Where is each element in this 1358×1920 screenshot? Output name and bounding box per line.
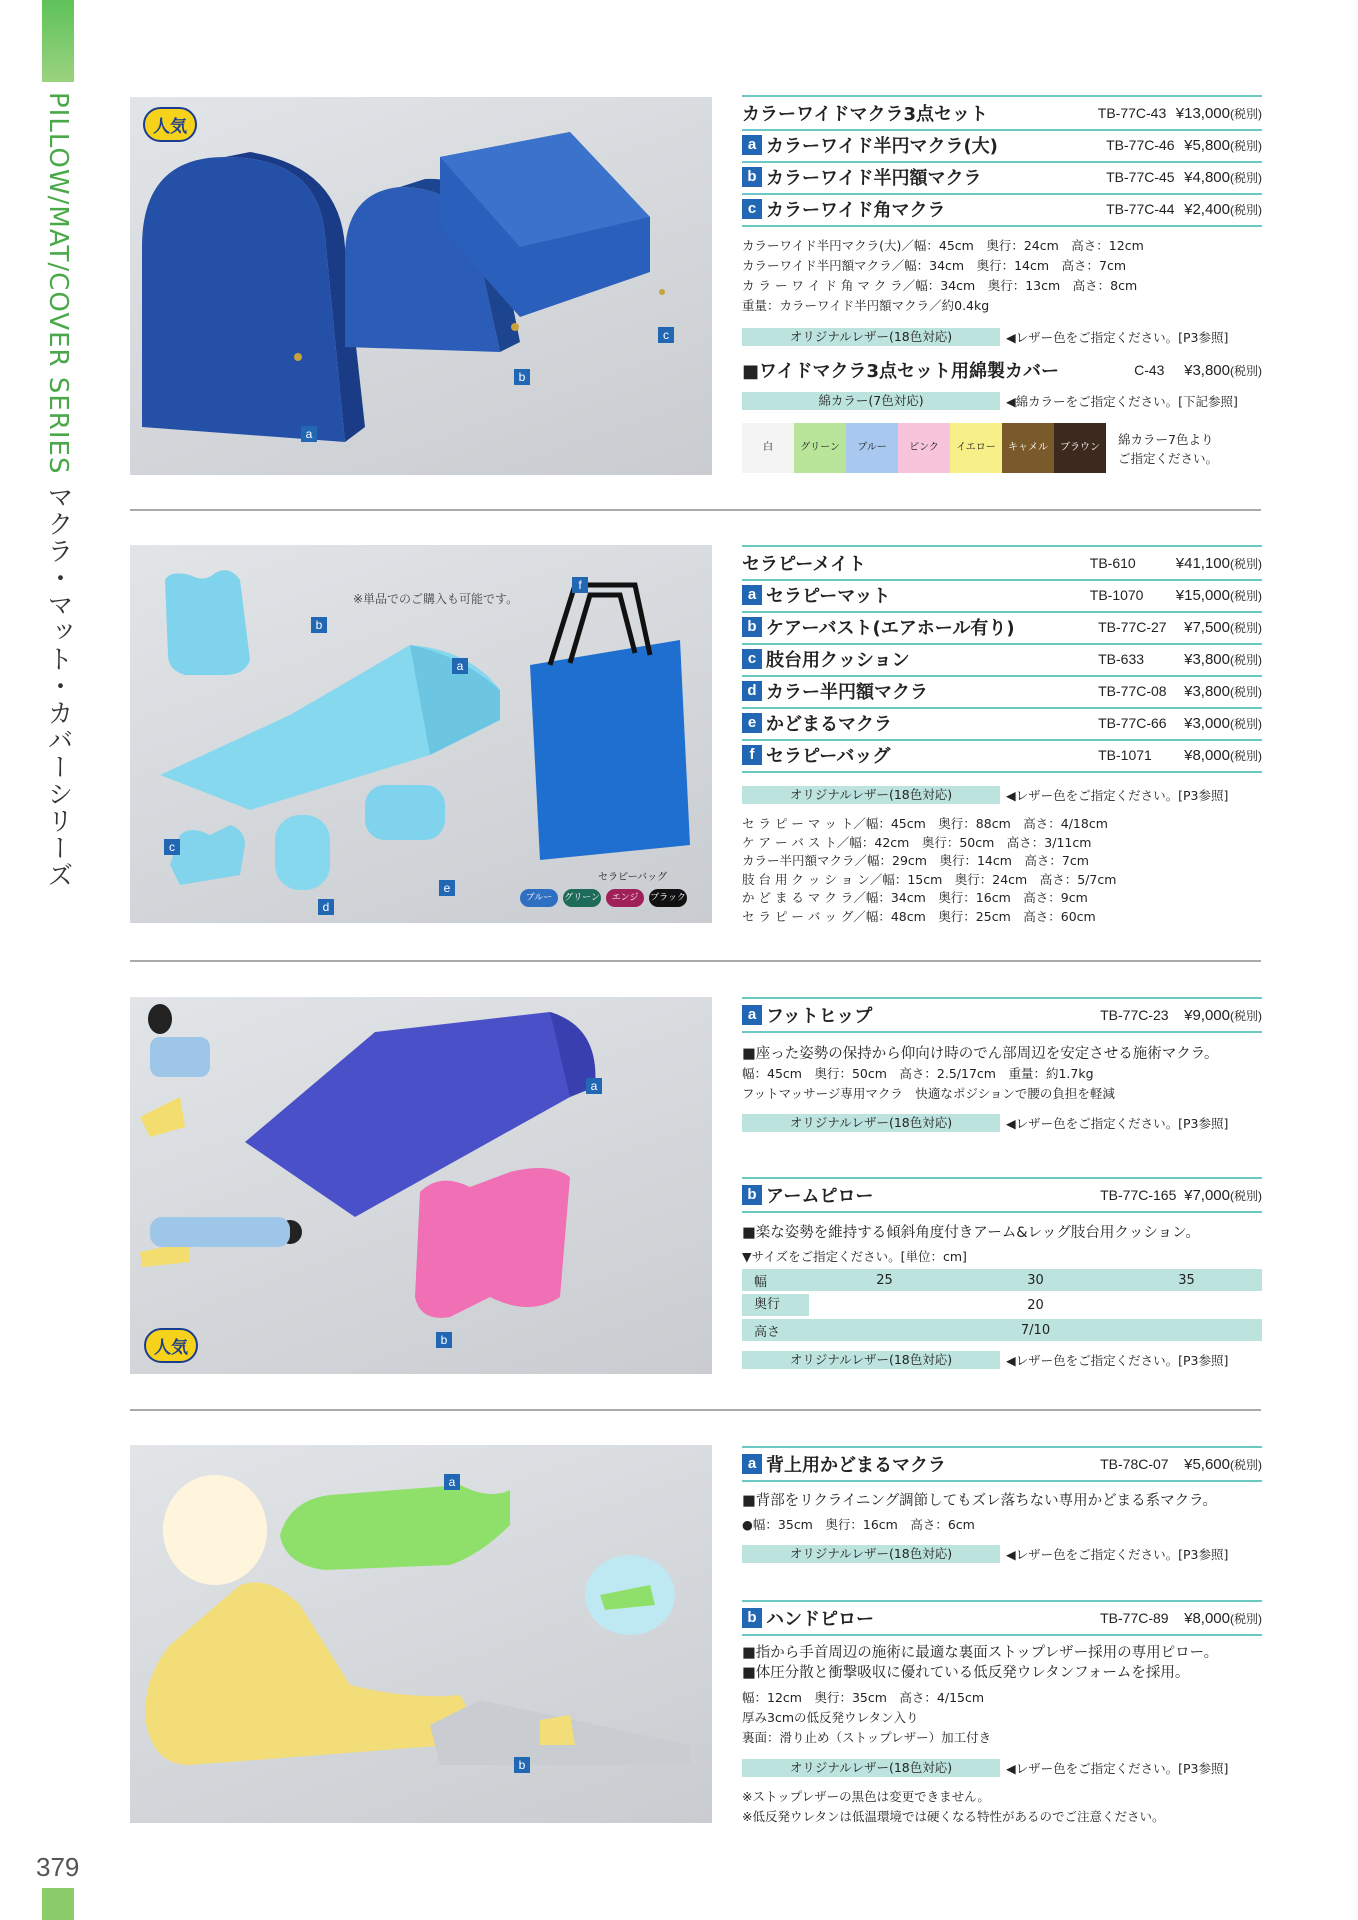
item-letter-tag: a <box>742 1454 762 1474</box>
product-name-text: カラーワイドマクラ3点セット <box>742 104 988 125</box>
tax-label: (税別) <box>1230 106 1262 121</box>
leather-label: オリジナルレザー(18色対応) <box>742 1759 1000 1777</box>
price-value: ¥7,500 <box>1184 618 1230 636</box>
photo-tag-b: b <box>311 617 327 633</box>
item-letter-tag: b <box>742 1185 762 1205</box>
page-number: 379 <box>36 1852 80 1882</box>
product-name-text: ハンドピロー <box>766 1609 874 1630</box>
price-value: ¥9,000 <box>1184 1006 1230 1024</box>
swatch-white <box>742 423 794 473</box>
product-code: TB-77C-08 <box>1098 683 1167 699</box>
item-letter-tag: b <box>742 167 762 187</box>
product-price <box>1176 555 1262 572</box>
product-name <box>742 614 1098 640</box>
product-name <box>742 164 1106 190</box>
leather-note: ◀レザー色をご指定ください。[P3参照] <box>1006 1116 1229 1131</box>
tax-label: (税別) <box>1230 170 1262 185</box>
size-head: 幅 <box>754 1274 768 1290</box>
leather-label: オリジナルレザー(18色対応) <box>742 1351 1000 1369</box>
leather-color-note <box>742 1757 1228 1779</box>
product-name <box>742 1605 1100 1631</box>
photo-backrest-hand-pillow <box>130 1445 712 1823</box>
spec-line: カラー半円額マクラ／幅：29cm 奥行：14cm 高さ：7cm <box>742 853 1089 868</box>
tax-label: (税別) <box>1230 588 1262 603</box>
note-line: ※ストップレザーの黒色は変更できません。 <box>742 1789 990 1804</box>
leather-color-note <box>742 784 1228 806</box>
item-letter-tag: e <box>742 713 762 733</box>
hand-pillow-notes <box>742 1787 1262 1827</box>
item-letter-tag: f <box>742 745 762 765</box>
size-cell: 7/10 <box>1020 1322 1051 1338</box>
product-price <box>1184 651 1262 668</box>
arm-pillow-row <box>742 1179 1262 1213</box>
product-price <box>1184 1007 1262 1024</box>
bag-color-black: ブラック <box>649 889 687 907</box>
swatch-camel <box>1002 423 1054 473</box>
size-head: 高さ <box>754 1324 781 1340</box>
price-value: ¥3,800 <box>1184 682 1230 700</box>
photo-tag-d: d <box>318 899 334 915</box>
tax-label: (税別) <box>1230 556 1262 571</box>
size-cell: 25 <box>876 1272 893 1288</box>
product-price <box>1184 1187 1262 1204</box>
product-name <box>742 710 1098 736</box>
leather-label: オリジナルレザー(18色対応) <box>742 1545 1000 1563</box>
product-price <box>1184 1610 1262 1627</box>
spec-line: ケ ア ー バ ス ト／幅：42cm 奥行：50cm 高さ：3/11cm <box>742 834 1092 850</box>
tax-label: (税別) <box>1230 1008 1262 1023</box>
side-color-bar-top <box>42 0 74 82</box>
product-code: TB-77C-45 <box>1106 169 1175 185</box>
sec2-product-row <box>742 611 1262 645</box>
spec-line: 裏面：滑り止め（ストップレザー）加工付き <box>742 1730 992 1745</box>
product-name <box>742 1002 1100 1028</box>
spec-line: カラーワイド半円額マクラ／幅：34cm 奥行：14cm 高さ：7cm <box>742 258 1127 273</box>
product-name-text: アームピロー <box>766 1186 874 1207</box>
tax-label: (税別) <box>1230 138 1262 153</box>
item-letter-tag: a <box>742 135 762 155</box>
tax-label: (税別) <box>1230 652 1262 667</box>
photo-tag-b: b <box>514 369 530 385</box>
spec-line: 重量：カラーワイド半円額マクラ／約0.4kg <box>742 298 990 313</box>
product-code: TB-77C-27 <box>1098 619 1167 635</box>
sec1-product-row <box>742 161 1262 195</box>
tax-label: (税別) <box>1230 1457 1262 1472</box>
sec2-product-row <box>742 547 1262 581</box>
product-price <box>1184 619 1262 636</box>
hand-pillow-specs <box>742 1688 1262 1748</box>
photo-tag-b: b <box>436 1332 452 1348</box>
note-line: ※低反発ウレタンは低温環境では硬くなる特性があるのでご注意ください。 <box>742 1809 1165 1824</box>
popular-badge: 人気 <box>144 1328 198 1363</box>
sec1-product-row <box>742 129 1262 163</box>
product-price <box>1184 201 1262 218</box>
spec-line: セ ラ ピ ー マ ッ ト／幅：45cm 奥行：88cm 高さ：4/18cm <box>742 816 1108 831</box>
backrest-hand-illustration <box>130 1445 712 1823</box>
sec2-product-row <box>742 643 1262 677</box>
price-value: ¥4,800 <box>1184 168 1230 186</box>
tax-label: (税別) <box>1230 684 1262 699</box>
sec2-product-row <box>742 675 1262 709</box>
size-cell: 30 <box>1027 1272 1044 1288</box>
swatch-label: ブルー <box>857 442 887 453</box>
leather-label: オリジナルレザー(18色対応) <box>742 328 1000 346</box>
arm-pillow-description: ■楽な姿勢を維持する傾斜角度付きアーム&レッグ肢台用クッション。 <box>742 1225 1200 1241</box>
spec-line: 肢 台 用 ク ッ シ ョ ン／幅：15cm 奥行：24cm 高さ：5/7cm <box>742 871 1117 887</box>
bag-color-blue: ブルー <box>520 889 558 907</box>
product-name-text: カラーワイド半円額マクラ <box>766 168 982 189</box>
product-name <box>742 132 1106 158</box>
wide-pillows-illustration <box>130 97 712 475</box>
product-name-text: ケアーバスト(エアホール有り) <box>766 618 1015 639</box>
product-name-text: セラピーマット <box>766 586 891 607</box>
tax-label: (税別) <box>1230 716 1262 731</box>
product-name-text: カラーワイド半円マクラ(大) <box>766 136 998 157</box>
swatch-pink <box>898 423 950 473</box>
product-code: TB-78C-07 <box>1100 1456 1169 1472</box>
leather-color-note <box>742 326 1228 348</box>
leather-note: ◀レザー色をご指定ください。[P3参照] <box>1006 330 1229 345</box>
price-value: ¥2,400 <box>1184 200 1230 218</box>
sec1-product-row <box>742 97 1262 131</box>
foot-hip-illustration <box>130 997 712 1374</box>
section-divider <box>130 1409 1261 1411</box>
swatch-brown <box>1054 423 1106 473</box>
leather-note: ◀レザー色をご指定ください。[P3参照] <box>1006 1761 1229 1776</box>
swatch-blue <box>846 423 898 473</box>
product-name <box>742 678 1098 704</box>
single-purchase-note: ※単品でのご購入も可能です。 <box>353 592 519 606</box>
product-code: TB-77C-44 <box>1106 201 1175 217</box>
cotton-swatch-row <box>742 423 1106 473</box>
swatch-label: グリーン <box>800 442 840 453</box>
product-code: TB-77C-46 <box>1106 137 1175 153</box>
price-value: ¥8,000 <box>1184 746 1230 764</box>
series-title-en: PILLOW/MAT/COVER SERIES <box>43 92 73 475</box>
item-letter-tag: c <box>742 199 762 219</box>
cover-code: C-43 <box>1134 362 1165 378</box>
bag-color-enji: エンジ <box>606 889 644 907</box>
product-name-text: かどまるマクラ <box>766 714 892 735</box>
cotton-note: ◀綿カラーをご指定ください。[下記参照] <box>1006 394 1238 409</box>
product-price <box>1176 587 1262 604</box>
section-divider <box>130 509 1261 511</box>
product-code: TB-633 <box>1098 651 1145 667</box>
photo-tag-b: b <box>514 1757 530 1773</box>
popular-badge: 人気 <box>143 107 197 142</box>
photo-tag-c: c <box>658 327 674 343</box>
price-value: ¥41,100 <box>1175 554 1230 572</box>
bag-color-green: グリーン <box>563 889 601 907</box>
desc-line: ■体圧分散と衝撃吸収に優れている低反発ウレタンフォームを採用。 <box>742 1665 1190 1681</box>
foot-hip-row <box>742 999 1262 1033</box>
tax-label: (税別) <box>1230 363 1262 378</box>
leather-color-note <box>742 1112 1228 1134</box>
hand-pillow-row <box>742 1602 1262 1636</box>
size-cell: 35 <box>1178 1272 1195 1288</box>
sec2-product-row <box>742 707 1262 741</box>
sec2-product-row <box>742 739 1262 773</box>
foot-hip-description: ■座った姿勢の保持から仰向け時のでん部周辺を安定させる施術マクラ。 <box>742 1046 1219 1062</box>
cover-product-row <box>742 354 1262 386</box>
swatch-label: キャメル <box>1008 442 1048 453</box>
product-code: TB-610 <box>1089 555 1136 571</box>
price-value: ¥5,800 <box>1184 136 1230 154</box>
product-code: TB-1070 <box>1089 587 1144 603</box>
swatch-yellow <box>950 423 1002 473</box>
item-letter-tag: b <box>742 617 762 637</box>
size-row-width <box>742 1269 1262 1291</box>
cover-price <box>1184 362 1262 379</box>
product-name-text: 肢台用クッション <box>766 650 910 671</box>
product-code: TB-77C-165 <box>1100 1187 1177 1203</box>
tax-label: (税別) <box>1230 748 1262 763</box>
item-letter-tag: d <box>742 681 762 701</box>
leather-color-note <box>742 1349 1228 1371</box>
leather-label: オリジナルレザー(18色対応) <box>742 1114 1000 1132</box>
leather-color-note <box>742 1543 1228 1565</box>
product-price <box>1184 747 1262 764</box>
product-name-text: カラー半円額マクラ <box>766 682 928 703</box>
spec-line: カラーワイド半円マクラ(大)／幅：45cm 奥行：24cm 高さ：12cm <box>742 238 1144 253</box>
photo-tag-c: c <box>164 839 180 855</box>
spec-line: 幅：12cm 奥行：35cm 高さ：4/15cm <box>742 1690 985 1705</box>
swatch-label: 白 <box>763 442 773 453</box>
swatch-label: ピンク <box>909 442 939 453</box>
cotton-color-note <box>742 390 1238 412</box>
swatch-label: ブラウン <box>1060 442 1100 453</box>
photo-tag-a: a <box>586 1078 602 1094</box>
swatch-label: イエロー <box>956 442 996 453</box>
spec-line: 幅：45cm 奥行：50cm 高さ：2.5/17cm 重量：約1.7kg <box>742 1066 1094 1081</box>
tax-label: (税別) <box>1230 620 1262 635</box>
product-name <box>742 196 1106 222</box>
product-name <box>742 100 1098 126</box>
product-name-text: フットヒップ <box>766 1006 873 1027</box>
photo-wide-pillows <box>130 97 712 475</box>
price-value: ¥13,000 <box>1175 104 1230 122</box>
swatch-note-line: ご指定ください。 <box>1118 451 1219 466</box>
product-price <box>1184 169 1262 186</box>
hand-pillow-description <box>742 1643 1262 1683</box>
sec1-spec-list <box>742 236 1262 316</box>
leather-label: オリジナルレザー(18色対応) <box>742 786 1000 804</box>
tax-label: (税別) <box>1230 202 1262 217</box>
price-value: ¥8,000 <box>1184 1609 1230 1627</box>
product-name <box>742 550 1090 576</box>
product-price <box>1184 683 1262 700</box>
product-name-text: セラピーバッグ <box>766 746 891 767</box>
sec2-spec-list <box>742 815 1262 926</box>
side-series-title <box>42 92 74 889</box>
photo-foot-hip-arm-pillow <box>130 997 712 1374</box>
product-price <box>1176 105 1262 122</box>
item-letter-tag: c <box>742 649 762 669</box>
cover-name: ■ワイドマクラ3点セット用綿製カバー <box>742 361 1059 382</box>
spec-line: 厚み3cmの低反発ウレタン入り <box>742 1710 919 1725</box>
tax-label: (税別) <box>1230 1611 1262 1626</box>
bag-label: セラピーバッグ <box>598 872 668 883</box>
photo-tag-a: a <box>444 1474 460 1490</box>
size-row-depth <box>742 1294 1262 1316</box>
spec-line: か ど ま る マ ク ラ／幅：34cm 奥行：16cm 高さ：9cm <box>742 890 1088 905</box>
swatch-green <box>794 423 846 473</box>
swatch-note-line: 綿カラー7色より <box>1118 432 1214 447</box>
product-code: TB-1071 <box>1098 747 1152 763</box>
price-value: ¥3,800 <box>1184 361 1230 379</box>
section-divider <box>130 960 1261 962</box>
backrest-description: ■背部をリクライニング調節してもズレ落ちない専用かどまる系マクラ。 <box>742 1493 1217 1509</box>
leather-note: ◀レザー色をご指定ください。[P3参照] <box>1006 1353 1229 1368</box>
cotton-label: 綿カラー(7色対応) <box>742 392 1000 410</box>
sec1-product-row <box>742 193 1262 227</box>
product-name-text: セラピーメイト <box>742 554 867 575</box>
leather-note: ◀レザー色をご指定ください。[P3参照] <box>1006 1547 1229 1562</box>
size-note: ▼サイズをご指定ください。[単位：cm] <box>742 1249 967 1264</box>
photo-tag-f: f <box>572 577 588 593</box>
product-price <box>1184 715 1262 732</box>
price-value: ¥7,000 <box>1184 1186 1230 1204</box>
item-letter-tag: a <box>742 585 762 605</box>
product-code: TB-77C-43 <box>1097 105 1167 121</box>
sec2-product-row <box>742 579 1262 613</box>
spec-line: セ ラ ピ ー バ ッ グ／幅：48cm 奥行：25cm 高さ：60cm <box>742 908 1096 924</box>
leather-note: ◀レザー色をご指定ください。[P3参照] <box>1006 788 1229 803</box>
price-value: ¥3,800 <box>1184 650 1230 668</box>
foot-hip-specs <box>742 1064 1262 1104</box>
product-name <box>742 742 1098 768</box>
backrest-pillow-row <box>742 1448 1262 1482</box>
size-cell: 20 <box>1027 1297 1044 1313</box>
product-name <box>742 582 1090 608</box>
photo-tag-e: e <box>439 880 455 896</box>
product-code: TB-77C-89 <box>1100 1610 1169 1626</box>
bag-color-row <box>520 889 687 907</box>
side-color-bar-bottom <box>42 1888 74 1920</box>
price-value: ¥5,600 <box>1184 1455 1230 1473</box>
photo-tag-a: a <box>452 658 468 674</box>
product-name <box>742 1451 1100 1477</box>
price-value: ¥15,000 <box>1175 586 1230 604</box>
photo-tag-a: a <box>301 426 317 442</box>
tax-label: (税別) <box>1230 1188 1262 1203</box>
size-table <box>742 1269 1262 1344</box>
size-row-height <box>742 1319 1262 1341</box>
price-value: ¥3,000 <box>1184 714 1230 732</box>
spec-line: フットマッサージ専用マクラ 快適なポジションで腰の負担を軽減 <box>742 1086 1115 1101</box>
product-price <box>1184 1456 1262 1473</box>
product-code: TB-77C-23 <box>1100 1007 1169 1023</box>
product-price <box>1184 137 1262 154</box>
size-head: 奥行 <box>742 1294 809 1316</box>
product-name <box>742 1182 1100 1208</box>
spec-line: ●幅：35cm 奥行：16cm 高さ：6cm <box>742 1517 975 1532</box>
product-code: TB-77C-66 <box>1098 715 1167 731</box>
item-letter-tag: a <box>742 1005 762 1025</box>
product-name-text: カラーワイド角マクラ <box>766 200 946 221</box>
swatch-note <box>1118 430 1218 468</box>
spec-line: カ ラ ー ワ イ ド 角 マ ク ラ／幅：34cm 奥行：13cm 高さ：8cm <box>742 278 1138 293</box>
desc-line: ■指から手首周辺の施術に最適な裏面ストップレザー採用の専用ピロー。 <box>742 1645 1219 1661</box>
series-title-jp: マクラ・マット・カバーシリーズ <box>43 483 73 889</box>
product-name <box>742 646 1098 672</box>
item-letter-tag: b <box>742 1608 762 1628</box>
product-name-text: 背上用かどまるマクラ <box>766 1455 946 1476</box>
